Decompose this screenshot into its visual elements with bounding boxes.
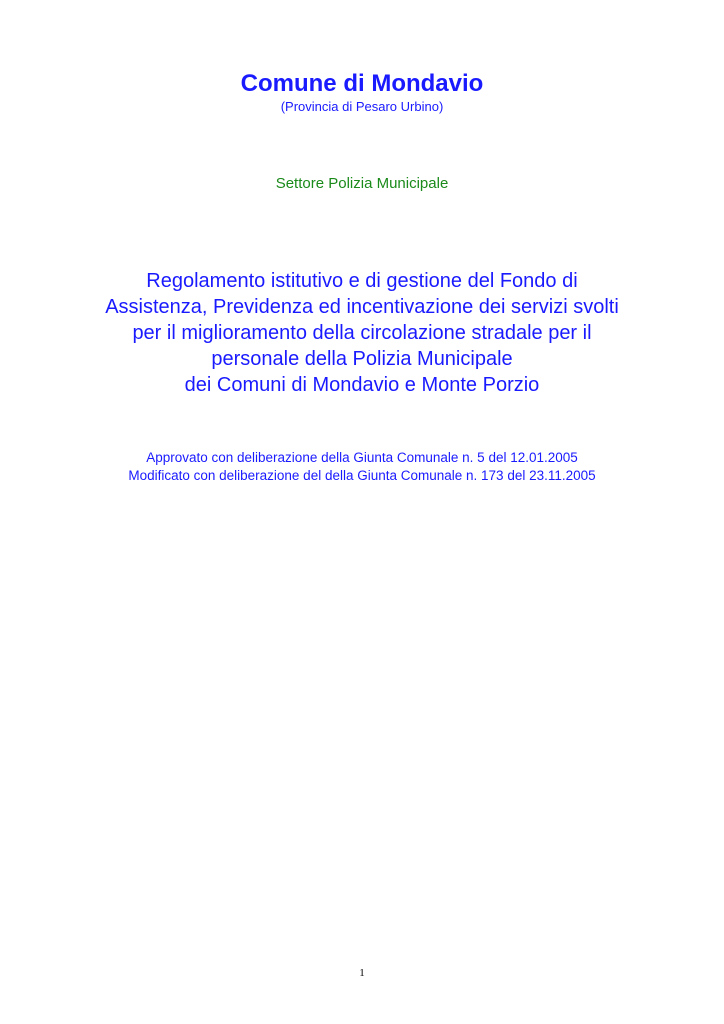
modification-line: Modificato con deliberazione del della Giunta Comunale n. 173 del 23.11.2005 bbox=[128, 468, 596, 483]
regulation-title-line: dei Comuni di Mondavio e Monte Porzio bbox=[184, 374, 540, 396]
sector-heading: Settore Polizia Municipale bbox=[275, 175, 449, 192]
regulation-title-line: per il miglioramento della circolazione stradale per il bbox=[132, 322, 592, 344]
approval-notes bbox=[0, 449, 724, 485]
regulation-title-line: Assistenza, Previdenza ed incentivazione dei servizi svolti bbox=[105, 296, 619, 318]
province-subtitle: (Provincia di Pesaro Urbino) bbox=[280, 99, 444, 114]
regulation-title-line: personale della Polizia Municipale bbox=[211, 348, 513, 370]
page-number: 1 bbox=[359, 967, 365, 979]
regulation-title bbox=[0, 268, 724, 398]
approval-line: Approvato con deliberazione della Giunta Comunale n. 5 del 12.01.2005 bbox=[146, 450, 578, 465]
regulation-title-line: Regolamento istitutivo e di gestione del Fondo di bbox=[146, 270, 578, 292]
municipality-title: Comune di Mondavio bbox=[240, 70, 484, 97]
